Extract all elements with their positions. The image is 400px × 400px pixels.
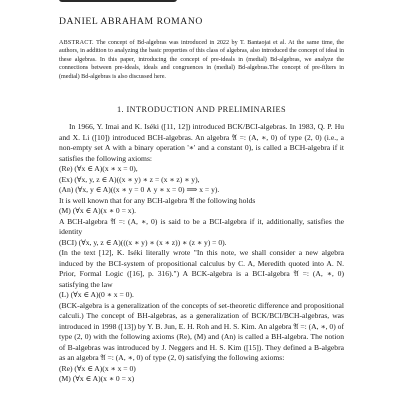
section-heading: 1. INTRODUCTION AND PRELIMINARIES xyxy=(117,105,286,114)
paragraph: In 1966, Y. Imai and K. Iséki ([11, 12]) introduced BCK/BCI-algebras. In 1983, Q. P. Hu and X. Li ([10]) introduced BCH-algebras. An algebra 𝔄 =: (A, ∗, 0) of type (2, 0) (i.e., a non-empty set A with a binary operation '∗' and a constant 0), is called a BCH-algebra if it satisfies the following axioms: xyxy=(59,122,344,163)
paragraph: It is well known that for any BCH-algebra 𝔄 the following holds xyxy=(59,195,256,205)
axiom-ex: (Ex) (∀x, y, z ∈ A)((x ∗ y) ∗ z = (x ∗ z) ∗ y), xyxy=(59,174,200,184)
abstract-label: ABSTRACT. xyxy=(59,40,94,46)
axiom-an: (An) (∀x, y ∈ A)((x ∗ y = 0 ∧ y ∗ x = 0) ⟹ x = y). xyxy=(59,185,220,194)
author-name: DANIEL ABRAHAM ROMANO xyxy=(59,16,203,27)
abstract xyxy=(59,39,344,81)
axiom-l: (L) (∀x ∈ A)(0 ∗ x = 0). xyxy=(59,290,134,299)
paragraph: A BCH-algebra 𝔄 =: (A, ∗, 0) is said to be a BCI-algebra if it, additionally, satisfies the identity xyxy=(59,216,344,236)
axiom-b-m: (M) (∀x ∈ A)(x ∗ 0 = x) xyxy=(59,374,135,383)
cropped-title-fragment xyxy=(59,0,199,2)
axiom-b-re: (Re) (∀x ∈ A)(x ∗ x = 0) xyxy=(59,363,136,373)
axiom-m: (M) (∀x ∈ A)(x ∗ 0 = x). xyxy=(59,206,137,215)
paragraph: (BCK-algebra is a generalization of the concepts of set-theoretic difference and propositional calculi.) The concept of BH-algebras, as a generalization of BCK/BCI/BCH-algebras, was introduced in 1998 ([13]) by Y. B. Jun, E. H. Roh and H. S. Kim. An algebra 𝔄 =: (A, ∗, 0) of type (2, 0) with the following axioms (Re), (M) and (An) is called a BH-algebra. The notion of B-algebras was introduced by J. Neggers and H. S. Kim ([15]). They defined a B-algebra as an algebra 𝔄 =: (A, ∗, 0) of type (2, 0) satisfying the following axioms: xyxy=(59,300,344,362)
axiom-bci: (BCI) (∀x, y, z ∈ A)(((x ∗ y) ∗ (x ∗ z)) ∗ (z ∗ y) = 0). xyxy=(59,237,227,247)
paragraph: (In the text [12], K. Iséki literally wrote "In this note, we shall consider a new algebra induced by the BCI-system of propositional calculus by C. A, Meredith quoted into A. N. Prior, Formal Logic ([16], p. 316).") A BCK-algebra is a BCI-algebra 𝔄 =: (A, ∗, 0) satisfying the law xyxy=(59,248,344,289)
abstract-text: The concept of Bd-algebras was introduced in 2022 by T. Bantaojai et al. At the same time, the authors, in addition to analyzing the basic properties of this class of algebras, also introduced the concept of ideal in these algebras. In this paper, introducing the concept of pre-ideals in (medial) Bd-algebras, we analyze the connections between pre-ideals, ideals and congruences in (medial) Bd-algebras.The concept of pre-filters in (medial) Bd-algebras is also discussed here. xyxy=(59,40,344,80)
section-body xyxy=(59,122,344,385)
axiom-re: (Re) (∀x ∈ A)(x ∗ x = 0), xyxy=(59,164,138,173)
